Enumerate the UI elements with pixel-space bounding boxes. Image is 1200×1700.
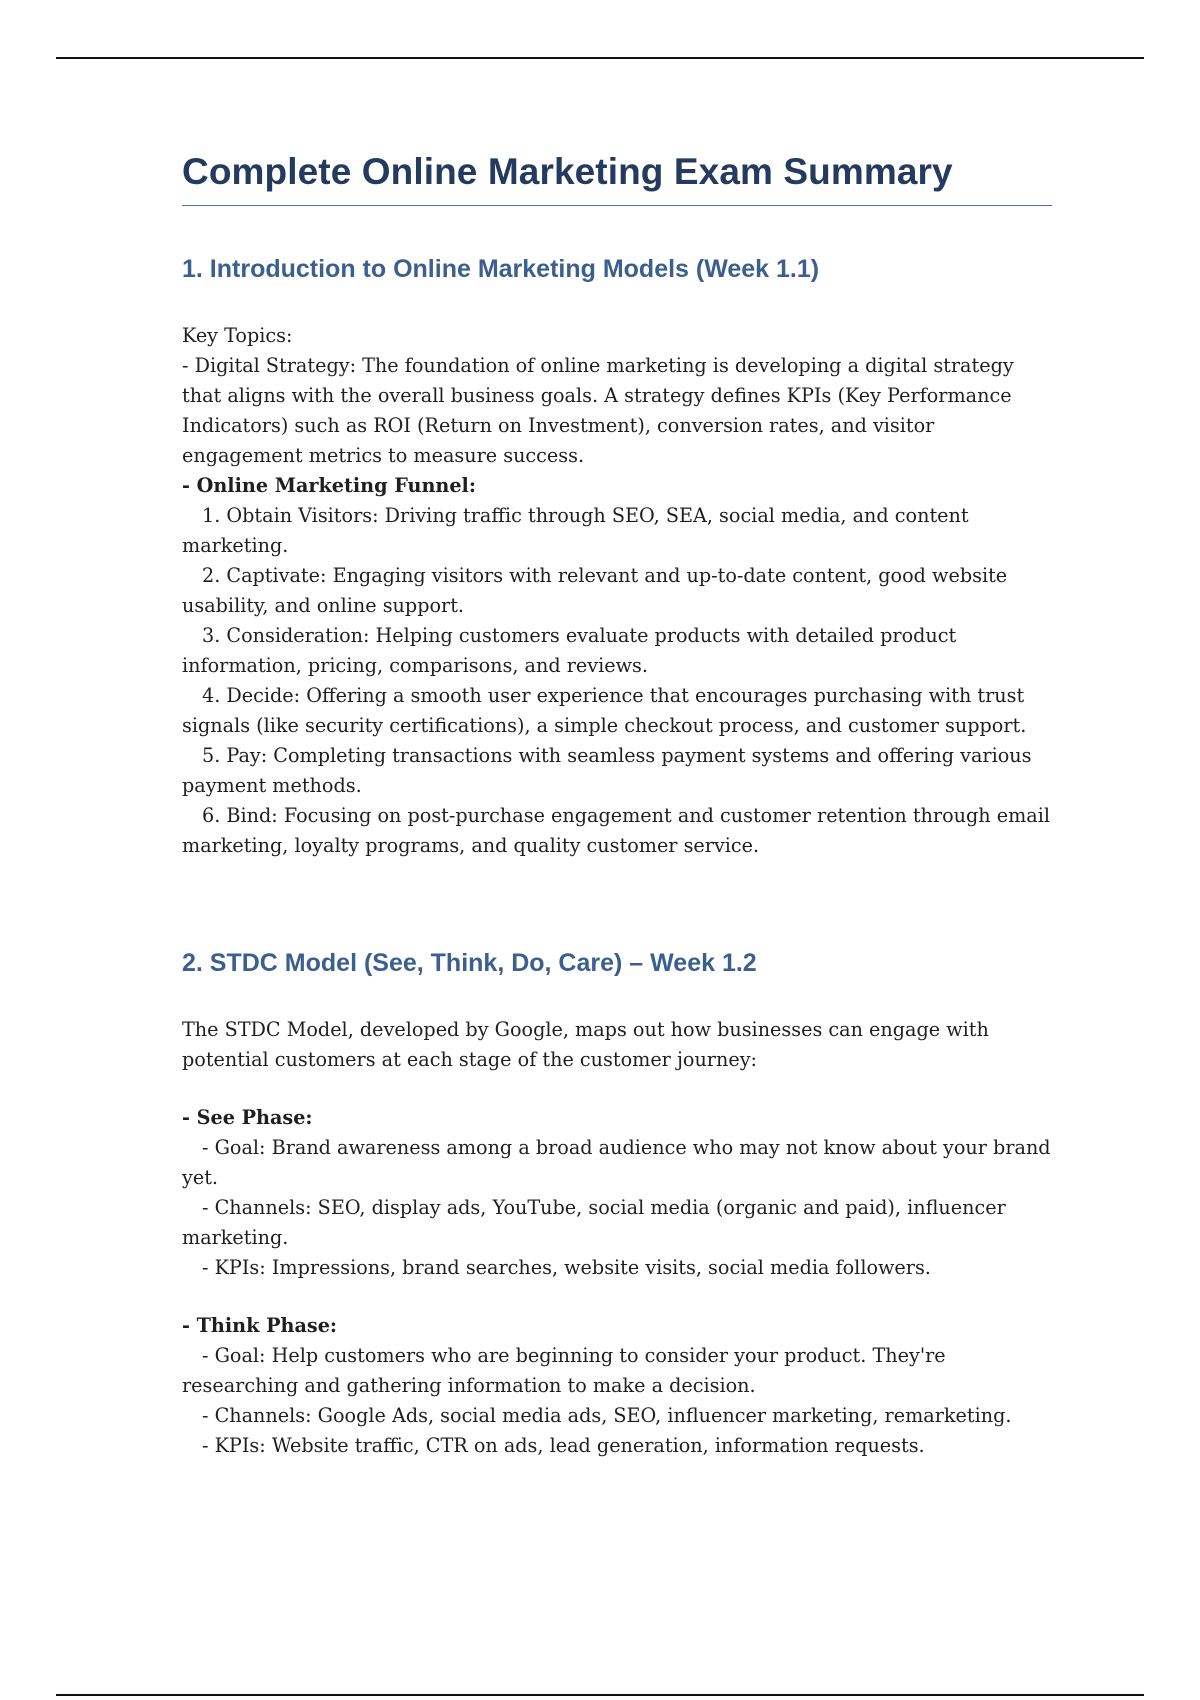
section-stdc-body	[182, 1015, 1052, 1461]
see-phase-channels	[182, 1193, 1052, 1253]
see-phase-channels-text: - Channels: SEO, display ads, YouTube, social media (organic and paid), influencer marketing.	[182, 1196, 1006, 1249]
think-phase-channels-text: - Channels: Google Ads, social media ads, SEO, influencer marketing, remarketing.	[202, 1404, 1012, 1427]
funnel-step-text: 6. Bind: Focusing on post-purchase engagement and customer retention through email marketing, loyalty programs, and quality customer service.	[182, 804, 1050, 857]
funnel-step	[182, 741, 1052, 801]
stdc-intro-paragraph: The STDC Model, developed by Google, maps out how businesses can engage with potential customers at each stage of the customer journey:	[182, 1018, 989, 1071]
funnel-step	[182, 801, 1052, 861]
think-phase-goal-text: - Goal: Help customers who are beginning to consider your product. They're researching and gathering information to make a decision.	[182, 1344, 946, 1397]
digital-strategy-paragraph: - Digital Strategy: The foundation of online marketing is developing a digital strategy that aligns with the overall business goals. A strategy defines KPIs (Key Performance Indicators) such as ROI (Return on Investment), conversion rates, and visitor engagement metrics to measure success.	[182, 354, 1014, 467]
see-phase-kpis-text: - KPIs: Impressions, brand searches, website visits, social media followers.	[202, 1256, 931, 1279]
see-phase-goal	[182, 1133, 1052, 1193]
funnel-step	[182, 501, 1052, 561]
think-phase-channels	[182, 1401, 1052, 1431]
key-topics-label: Key Topics:	[182, 324, 293, 347]
think-phase-goal	[182, 1341, 1052, 1401]
see-phase-kpis	[182, 1253, 1052, 1283]
funnel-step-text: 3. Consideration: Helping customers evaluate products with detailed product information, pricing, comparisons, and reviews.	[182, 624, 957, 677]
document-body	[182, 140, 1052, 1461]
funnel-step	[182, 621, 1052, 681]
section-heading-stdc: 2. STDC Model (See, Think, Do, Care) – Week 1.2	[182, 949, 757, 977]
section-heading-intro: 1. Introduction to Online Marketing Models (Week 1.1)	[182, 255, 820, 283]
section-intro-body	[182, 321, 1052, 861]
page-bottom-rule	[56, 1694, 1144, 1696]
see-phase-goal-text: - Goal: Brand awareness among a broad audience who may not know about your brand yet.	[182, 1136, 1051, 1189]
funnel-step-text: 1. Obtain Visitors: Driving traffic through SEO, SEA, social media, and content marketing.	[182, 504, 969, 557]
think-phase-label: - Think Phase:	[182, 1314, 337, 1337]
funnel-step-text: 2. Captivate: Engaging visitors with relevant and up-to-date content, good website usability, and online support.	[182, 564, 1008, 617]
funnel-step	[182, 681, 1052, 741]
funnel-step-text: 5. Pay: Completing transactions with seamless payment systems and offering various payment methods.	[182, 744, 1032, 797]
think-phase-kpis-text: - KPIs: Website traffic, CTR on ads, lead generation, information requests.	[202, 1434, 925, 1457]
page-top-rule	[56, 57, 1144, 59]
see-phase-label: - See Phase:	[182, 1106, 313, 1129]
funnel-step	[182, 561, 1052, 621]
think-phase-kpis	[182, 1431, 1052, 1461]
funnel-step-text: 4. Decide: Offering a smooth user experience that encourages purchasing with trust signals (like security certifications), a simple checkout process, and customer support.	[182, 684, 1027, 737]
funnel-label: - Online Marketing Funnel:	[182, 474, 476, 497]
document-title: Complete Online Marketing Exam Summary	[182, 140, 1052, 206]
